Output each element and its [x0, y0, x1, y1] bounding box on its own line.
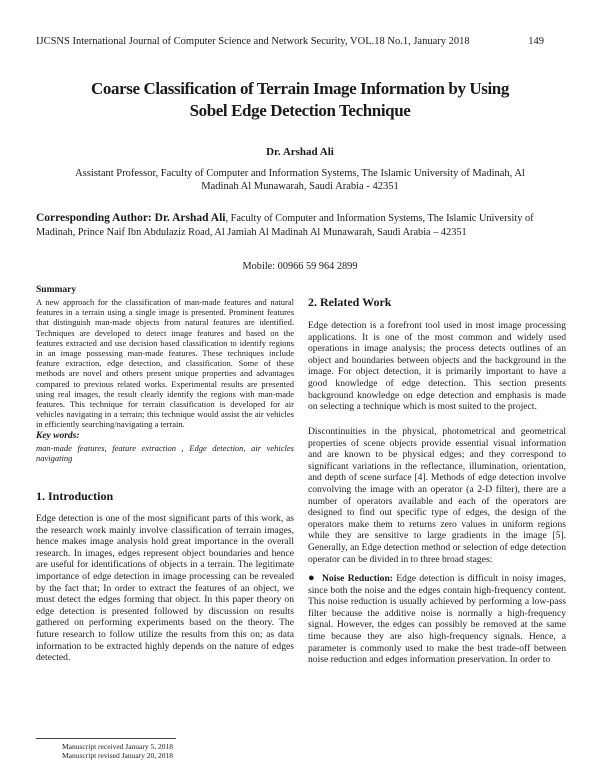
related-work-heading: 2. Related Work [308, 295, 392, 309]
introduction-heading: 1. Introduction [36, 489, 114, 503]
manuscript-revised: Manuscript revised January 20, 2018 [62, 751, 174, 760]
related-work-paragraph-2: Discontinuities in the physical, photometrical and geometrical properties of scene objects provide essential visual information and are known to be physical edges; and they correspond to significant variations in the reflectance, illumination, orientation, and depth of scene surface [4]. Methods of edge detection involve convolving the image with an operator (a 2-D filter), there are a number of operators available and each of the operators are designed to find out specific type of edges, the design of the operators make them to returns zero values in uniform regions while they are sensitive to large gradients in the image [5]. Generally, an Edge detection method or selection of edge detection operator can be divided in to three broad stages: [308, 426, 566, 565]
summary-text: A new approach for the classification of man-made features and natural features in a terrain using a single image is presented. Prominent features that distinguish man-made objects from natural features are identified. Techniques are developed to detect image features and based on the features extracted and use decision based classification to identify regions in an image possessing man-made features. These techniques include feature extraction, edge detection, and classification. Some of these methods are novel and others present unique properties and advantages compared to previous related works. Experimental results are presented using real images, the result clearly identify the regions with man-made features. This technique for terrain classification is developed for air vehicles navigating in a terrain; this technique would assist the air vehicles in efficiently searching/navigating a terrain. [36, 297, 294, 430]
author-affiliation: Assistant Professor, Faculty of Computer and Information Systems, The Islamic University of Madinah, Al Madinah Al Munawarah, Saudi Arabia - 42351 [75, 168, 525, 192]
noise-reduction-bullet [308, 573, 566, 666]
page-number: 149 [528, 36, 544, 47]
author-name: Dr. Arshad Ali [266, 146, 334, 158]
mobile-number: Mobile: 00966 59 964 2899 [242, 261, 358, 272]
journal-name: IJCSNS International Journal of Computer Science and Network Security, VOL.18 No.1, January 2018 [36, 36, 470, 47]
keywords-heading: Key words: [36, 431, 80, 441]
corresponding-author [36, 212, 564, 239]
keywords-text: man-made features, feature extraction , Edge detection, air vehicles navigating [36, 443, 294, 464]
related-work-paragraph-1: Edge detection is a forefront tool used in most image processing applications. It is one of the most common and widely used operations in image analysis; the process detects outlines of an object and boundaries between objects and the background in the image. For object detection, it is primarily important to have a good knowledge of edge detection. This section presents background knowledge on edge detection and emphasis is made on selecting a technique which is most suited to the project. [308, 320, 566, 413]
manuscript-received: Manuscript received January 5, 2018 [62, 742, 174, 751]
running-header [36, 36, 544, 47]
title-line-2: Sobel Edge Detection Technique [189, 101, 411, 120]
corresponding-label: Corresponding Author: Dr. Arshad Ali [36, 212, 226, 224]
bullet-icon: ● [308, 572, 315, 584]
paper-title [40, 78, 560, 122]
bullet-label: Noise Reduction: [322, 573, 393, 584]
summary-heading: Summary [36, 285, 77, 295]
introduction-text: Edge detection is one of the most significant parts of this work, as the research work mainly involve classification of terrain images, hence makes image analysis hold great importance in the overall research. In images, edges represent object boundaries and hence are useful for identifications of objects in a terrain. The legitimate importance of edge detection in image processing can be revealed by the fact that; In order to extract the features of an object, we must detect the edges forming that object. In this paper theory on edge detection is presented followed by discussion on results gathered on performing experiments based on the theory. The future research to follow utilize the results from this on; as data information to be extracted highly depends on the nature of edges detected. [36, 513, 294, 664]
title-line-1: Coarse Classification of Terrain Image Information by Using [91, 79, 509, 98]
corresponding-address: , Faculty of Computer and Information Systems, The Islamic University of Madinah, Prince Naif Ibn Abdulaziz Road, Al Jamiah Al Madinah Al Munawarah, Saudi Arabia – 42351 [36, 213, 534, 238]
footnotes [62, 742, 173, 760]
bullet-text: Edge detection is difficult in noisy images, since both the noise and the edges contain high-frequency content. This noise reduction is usually achieved by performing a low-pass filter because the additive noise is normally a high-frequency signal. However, the edges can possibly be removed at the same time because they are also high-frequency signals. Hence, a parameter is commonly used to make the best trade-off between noise reduction and edges information preservation. In order to [308, 573, 566, 666]
footnote-divider [36, 738, 176, 739]
